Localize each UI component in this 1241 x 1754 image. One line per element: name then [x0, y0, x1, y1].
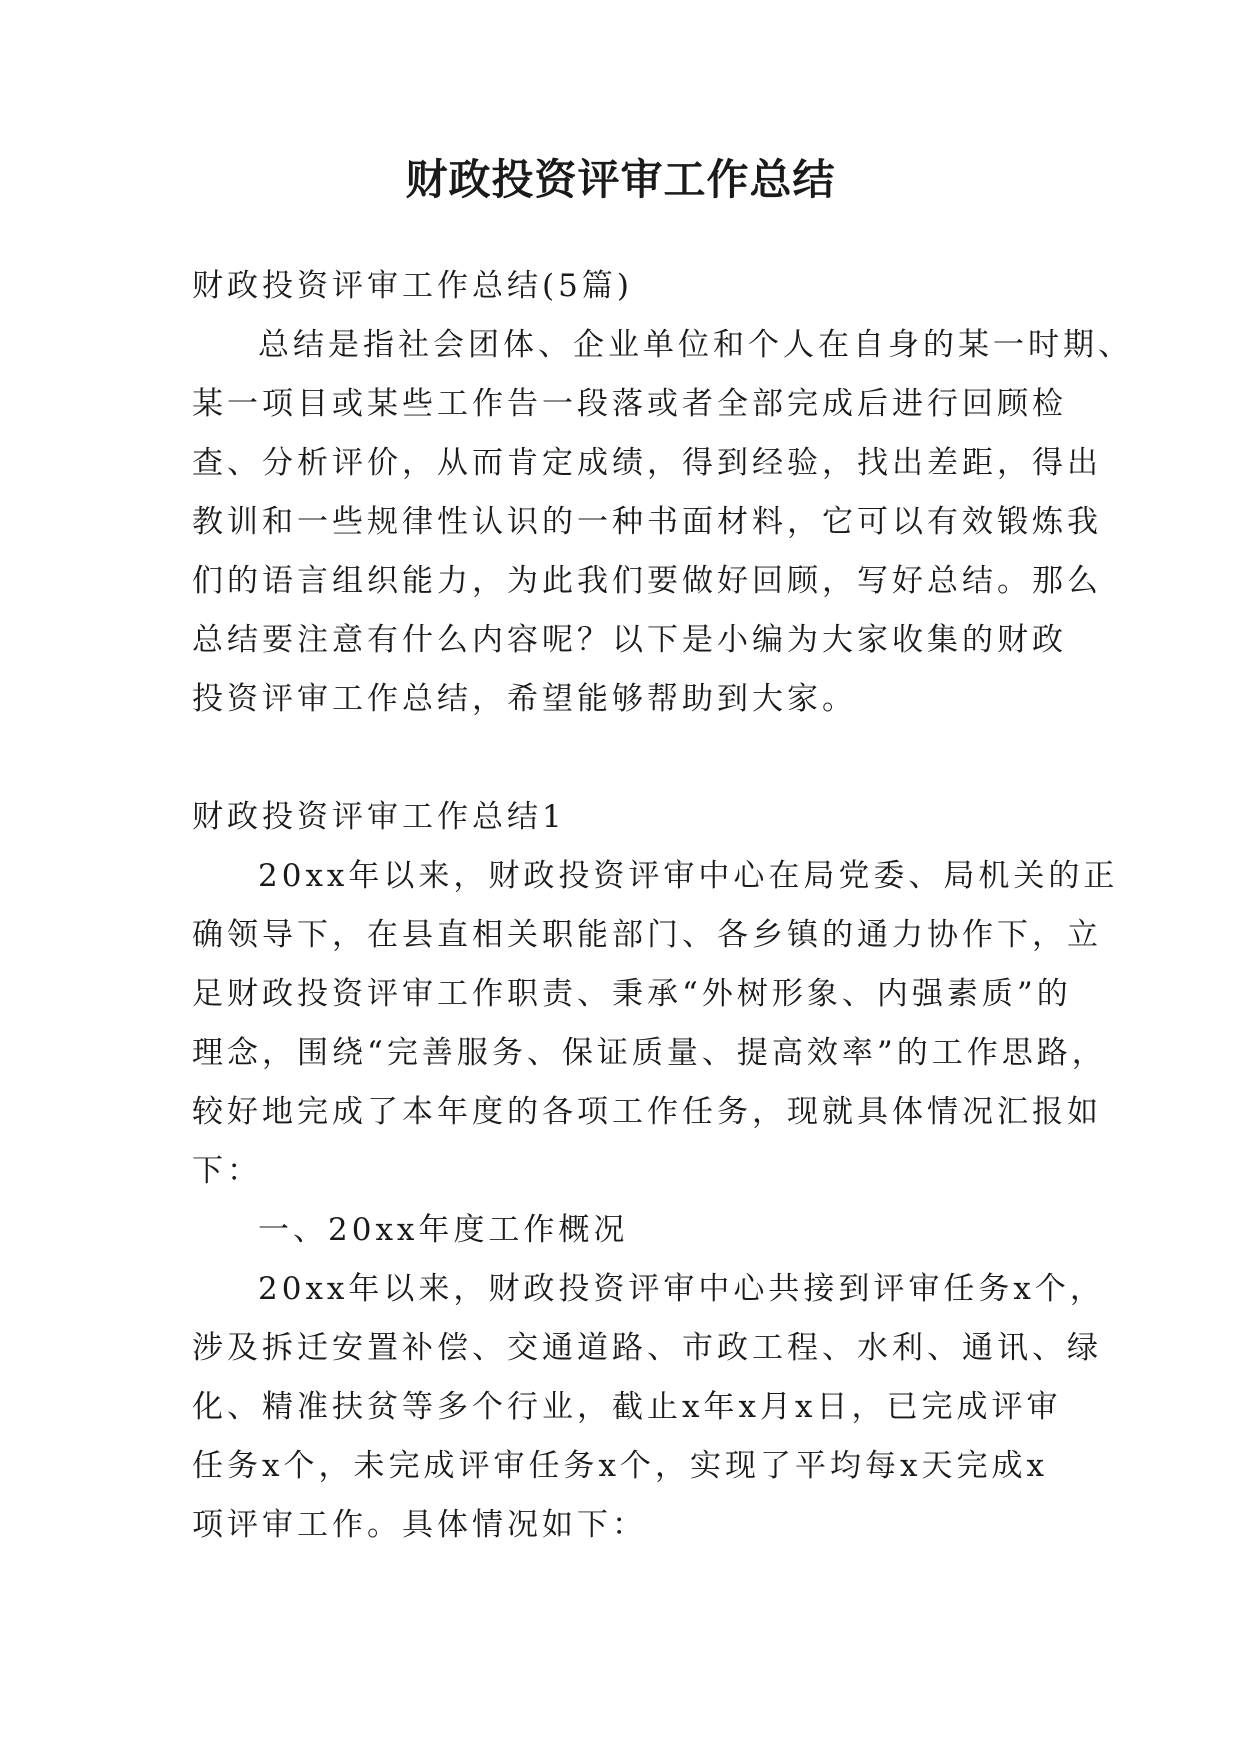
paragraph-line: 们的语言组织能力，为此我们要做好回顾，写好总结。那么	[192, 563, 1102, 599]
section-heading: 财政投资评审工作总结1	[192, 799, 566, 835]
document-body	[192, 257, 1133, 1555]
paragraph-line: 足财政投资评审工作职责、秉承“外树形象、内强素质”的	[192, 976, 1072, 1012]
document-title: 财政投资评审工作总结	[405, 155, 836, 204]
paragraph-line: 教训和一些规律性认识的一种书面材料，它可以有效锻炼我	[192, 504, 1102, 540]
paragraph-line: 20xx年以来，财政投资评审中心在局党委、局机关的正	[258, 858, 1119, 894]
paragraph-line: 20xx年以来，财政投资评审中心共接到评审任务x个，	[258, 1271, 1105, 1307]
intro-paragraph	[192, 316, 1133, 729]
paragraph-line: 确领导下，在县直相关职能部门、各乡镇的通力协作下，立	[192, 917, 1102, 953]
paragraph-line: 总结要注意有什么内容呢？以下是小编为大家收集的财政	[192, 622, 1067, 658]
section1-paragraph	[192, 847, 1119, 1201]
paragraph-line: 查、分析评价，从而肯定成绩，得到经验，找出差距，得出	[192, 445, 1102, 481]
paragraph-line: 理念，围绕“完善服务、保证质量、提高效率”的工作思路，	[192, 1035, 1107, 1071]
paragraph-line: 投资评审工作总结，希望能够帮助到大家。	[192, 681, 857, 717]
paragraph-line: 涉及拆迁安置补偿、交通道路、市政工程、水利、通讯、绿	[192, 1330, 1102, 1366]
paragraph-line: 总结是指社会团体、企业单位和个人在自身的某一时期、	[258, 327, 1133, 363]
document-subtitle: 财政投资评审工作总结(5篇)	[192, 268, 633, 304]
section1b-paragraph	[192, 1260, 1105, 1555]
paragraph-line: 任务x个，未完成评审任务x个，实现了平均每x天完成x	[192, 1448, 1048, 1484]
paragraph-line: 某一项目或某些工作告一段落或者全部完成后进行回顾检	[192, 386, 1067, 422]
paragraph-line: 项评审工作。具体情况如下：	[192, 1507, 647, 1543]
paragraph-gap	[192, 729, 1052, 788]
paragraph-line: 下：	[192, 1153, 262, 1189]
subsection-heading: 一、20xx年度工作概况	[258, 1212, 629, 1248]
paragraph-line: 化、精准扶贫等多个行业，截止x年x月x日，已完成评审	[192, 1389, 1062, 1425]
paragraph-line: 较好地完成了本年度的各项工作任务，现就具体情况汇报如	[192, 1094, 1102, 1130]
